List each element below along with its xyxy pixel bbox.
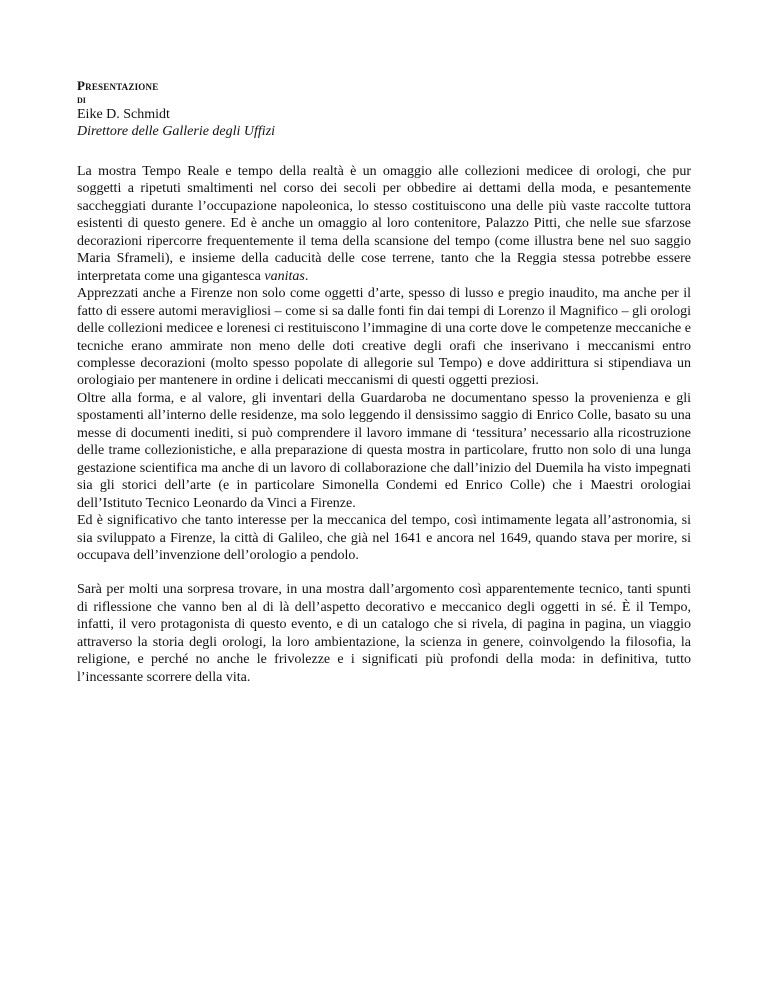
body-text [77,163,691,686]
paragraph-1-end: . [304,268,309,284]
paragraph-3: Oltre alla forma, e al valore, gli inventari della Guardaroba ne documentano spesso la provenienza e gli spostamenti all’interno delle residenze, ma solo leggendo il densissimo saggio di Enrico Colle, basato su una messe di documenti inediti, si può comprendere il lavoro immane di ‘tessitura’ necessario alla ricostruzione delle trame collezionistiche, e alla preparazione di questa mostra in particolare, frutto non solo di una lunga gestazione scientifica ma anche di un lavoro di collaborazione che dall’inizio del Duemila ha visto impegnati sia gli storici dell’arte (e in particolare Simonella Condemi ed Enrico Colle) che i Maestri orologiai dell’Istituto Tecnico Leonardo da Vinci a Firenze. [77,390,691,511]
paragraph-4: Ed è significativo che tanto interesse per la meccanica del tempo, così intimamente legata all’astronomia, si sia sviluppato a Firenze, la città di Galileo, che già nel 1641 e ancora nel 1649, quando stava per morire, si occupava dell’invenzione dell’orologio a pendolo. [77,513,691,563]
paragraph-1-italic: vanitas [264,268,305,284]
document-page [77,79,691,686]
section-heading: Presentazione [77,78,159,93]
paragraph-5: Sarà per molti una sorpresa trovare, in una mostra dall’argomento così apparentemente tecnico, tanti spunti di riflessione che vanno ben al di là dell’aspetto decorativo e meccanico degli oggetti in sé. È il Tempo, infatti, il vero protagonista di questo evento, e di un catalogo che si rivela, di pagina in pagina, un viaggio attraverso la storia degli orologi, la loro ambientazione, la scienza in genere, coinvolgendo la filosofia, la religione, e perché no anche le frivolezze e i significati più profondi della moda: in definitiva, tutto l’incessante scorrere della vita. [77,582,691,685]
paragraph-1 [77,163,691,285]
section-subheading: di [77,92,86,106]
author-name: Eike D. Schmidt [77,107,170,122]
author-role: Direttore delle Gallerie degli Uffizi [77,124,276,139]
paragraph-2: Apprezzati anche a Firenze non solo come oggetti d’arte, spesso di lusso e pregio inaudito, ma anche per il fatto di essere automi meravigliosi – come si sa dalle fonti fin dai tempi di Lorenzo il Magnifico – gli orologi delle collezioni medicee e lorenesi ci restituiscono l’immagine di una corte dove le competenze meccaniche e tecniche erano ammirate non meno delle doti creative degli orafi che inserivano i meccanismi entro complesse decorazioni (molto spesso popolate di allegorie sul Tempo) e dove addirittura si stipendiava un orologiaio per mantenere in ordine i delicati meccanismi di questi oggetti preziosi. [77,286,691,389]
document-header [77,79,691,140]
paragraph-1-text: La mostra Tempo Reale e tempo della realtà è un omaggio alle collezioni medicee di orologi, che pur soggetti a ripetuti smaltimenti nel corso dei secoli per obbedire ai dettami della moda, e pesantemente saccheggiati durante l’occupazione napoleonica, lo stesso costituiscono una delle più vaste raccolte tuttora esistenti di questo genere. Ed è anche un omaggio al loro contenitore, Palazzo Pitti, che nelle sue sfarzose decorazioni ripercorre frequentemente il tema della scansione del tempo (come illustra bene nel suo saggio Maria Sframeli), e insieme della caducità delle cose terrene, tanto che la Reggia stessa potrebbe essere interpretata come una gigantesca [77,164,691,284]
